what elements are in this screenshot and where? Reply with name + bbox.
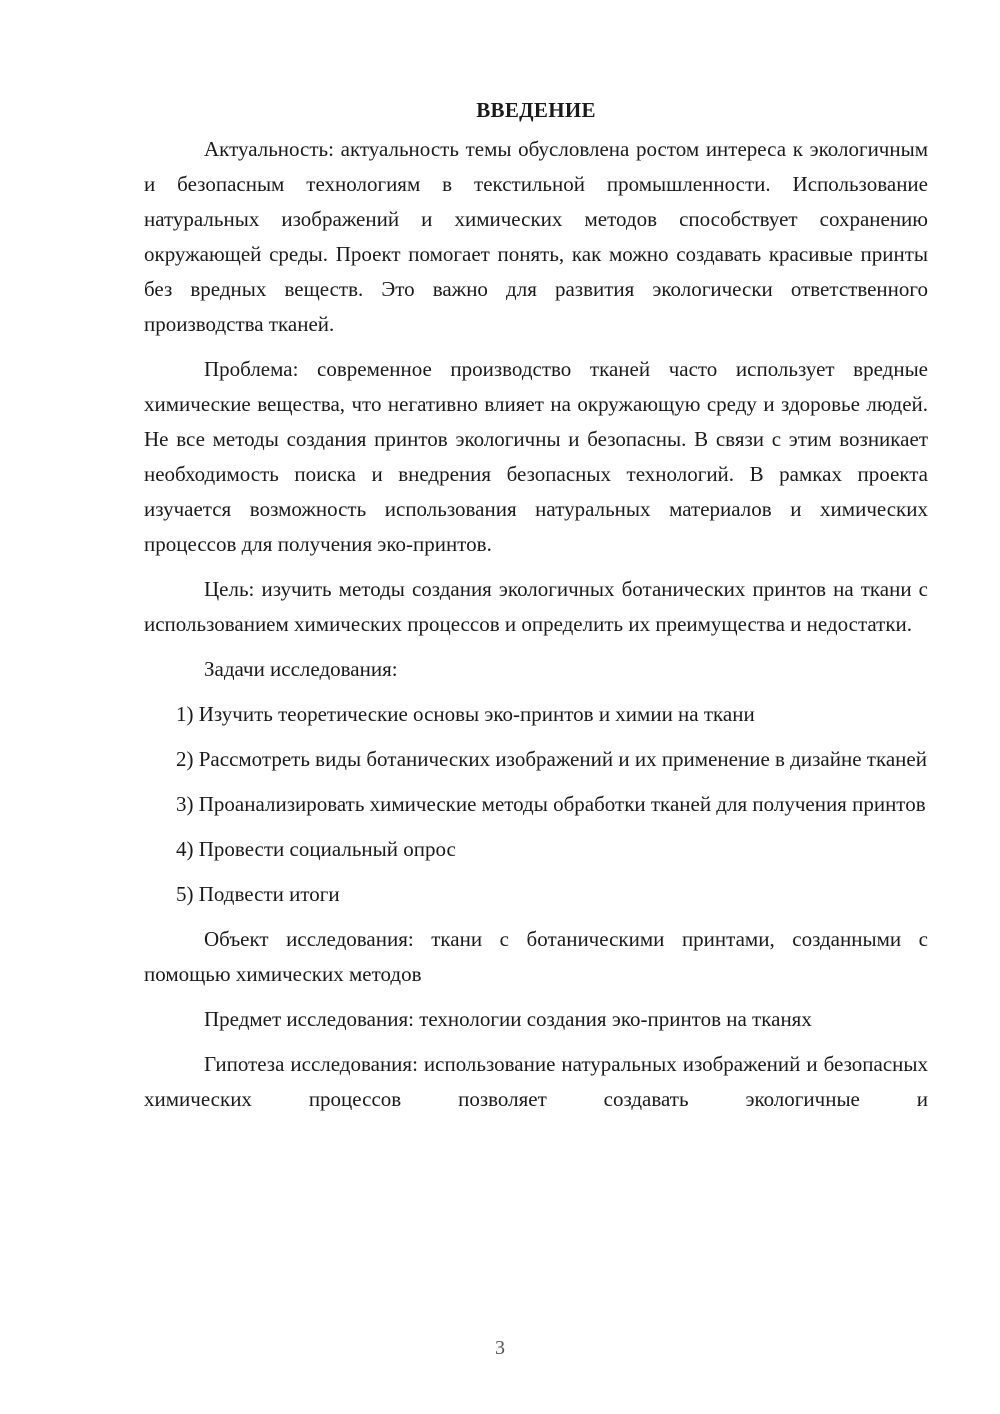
list-item-task-5: 5) Подвести итоги: [176, 882, 340, 906]
list-item-task-1: 1) Изучить теоретические основы эко-принтов и химии на ткани: [176, 702, 755, 726]
section-title: ВВЕДЕНИЕ: [476, 98, 596, 122]
paragraph-tasks-heading: Задачи исследования:: [204, 657, 398, 681]
document-page: [144, 92, 928, 1117]
paragraph-object: Объект исследования: ткани с ботаническими принтами, созданными с помощью химических методов: [144, 927, 928, 986]
list-item-task-3: 3) Проанализировать химические методы обработки тканей для получения принтов: [176, 792, 926, 816]
list-item-task-2: 2) Рассмотреть виды ботанических изображений и их применение в дизайне тканей: [176, 747, 927, 771]
page-number: 3: [495, 1337, 505, 1359]
paragraph-subject: Предмет исследования: технологии создания эко-принтов на тканях: [204, 1007, 812, 1031]
paragraph-goal: Цель: изучить методы создания экологичных ботанических принтов на ткани с использованием химических процессов и определить их преимущества и недостатки.: [144, 577, 928, 636]
list-item-task-4: 4) Провести социальный опрос: [176, 837, 456, 861]
paragraph-hypothesis: Гипотеза исследования: использование натуральных изображений и безопасных химических процессов позволяет создавать экологичные и: [144, 1052, 928, 1111]
paragraph-problem: Проблема: современное производство тканей часто использует вредные химические вещества, что негативно влияет на окружающую среду и здоровье людей. Не все методы создания принтов экологичны и безопасны. В связи с этим возникает необходимость поиска и внедрения безопасных технологий. В рамках проекта изучается возможность использования натуральных материалов и химических процессов для получения эко-принтов.: [144, 357, 928, 556]
paragraph-relevance: Актуальность: актуальность темы обусловлена ростом интереса к экологичным и безопасным технологиям в текстильной промышленности. Использование натуральных изображений и химических методов способствует сохранению окружающей среды. Проект помогает понять, как можно создавать красивые принты без вредных веществ. Это важно для развития экологически ответственного производства тканей.: [144, 137, 928, 336]
